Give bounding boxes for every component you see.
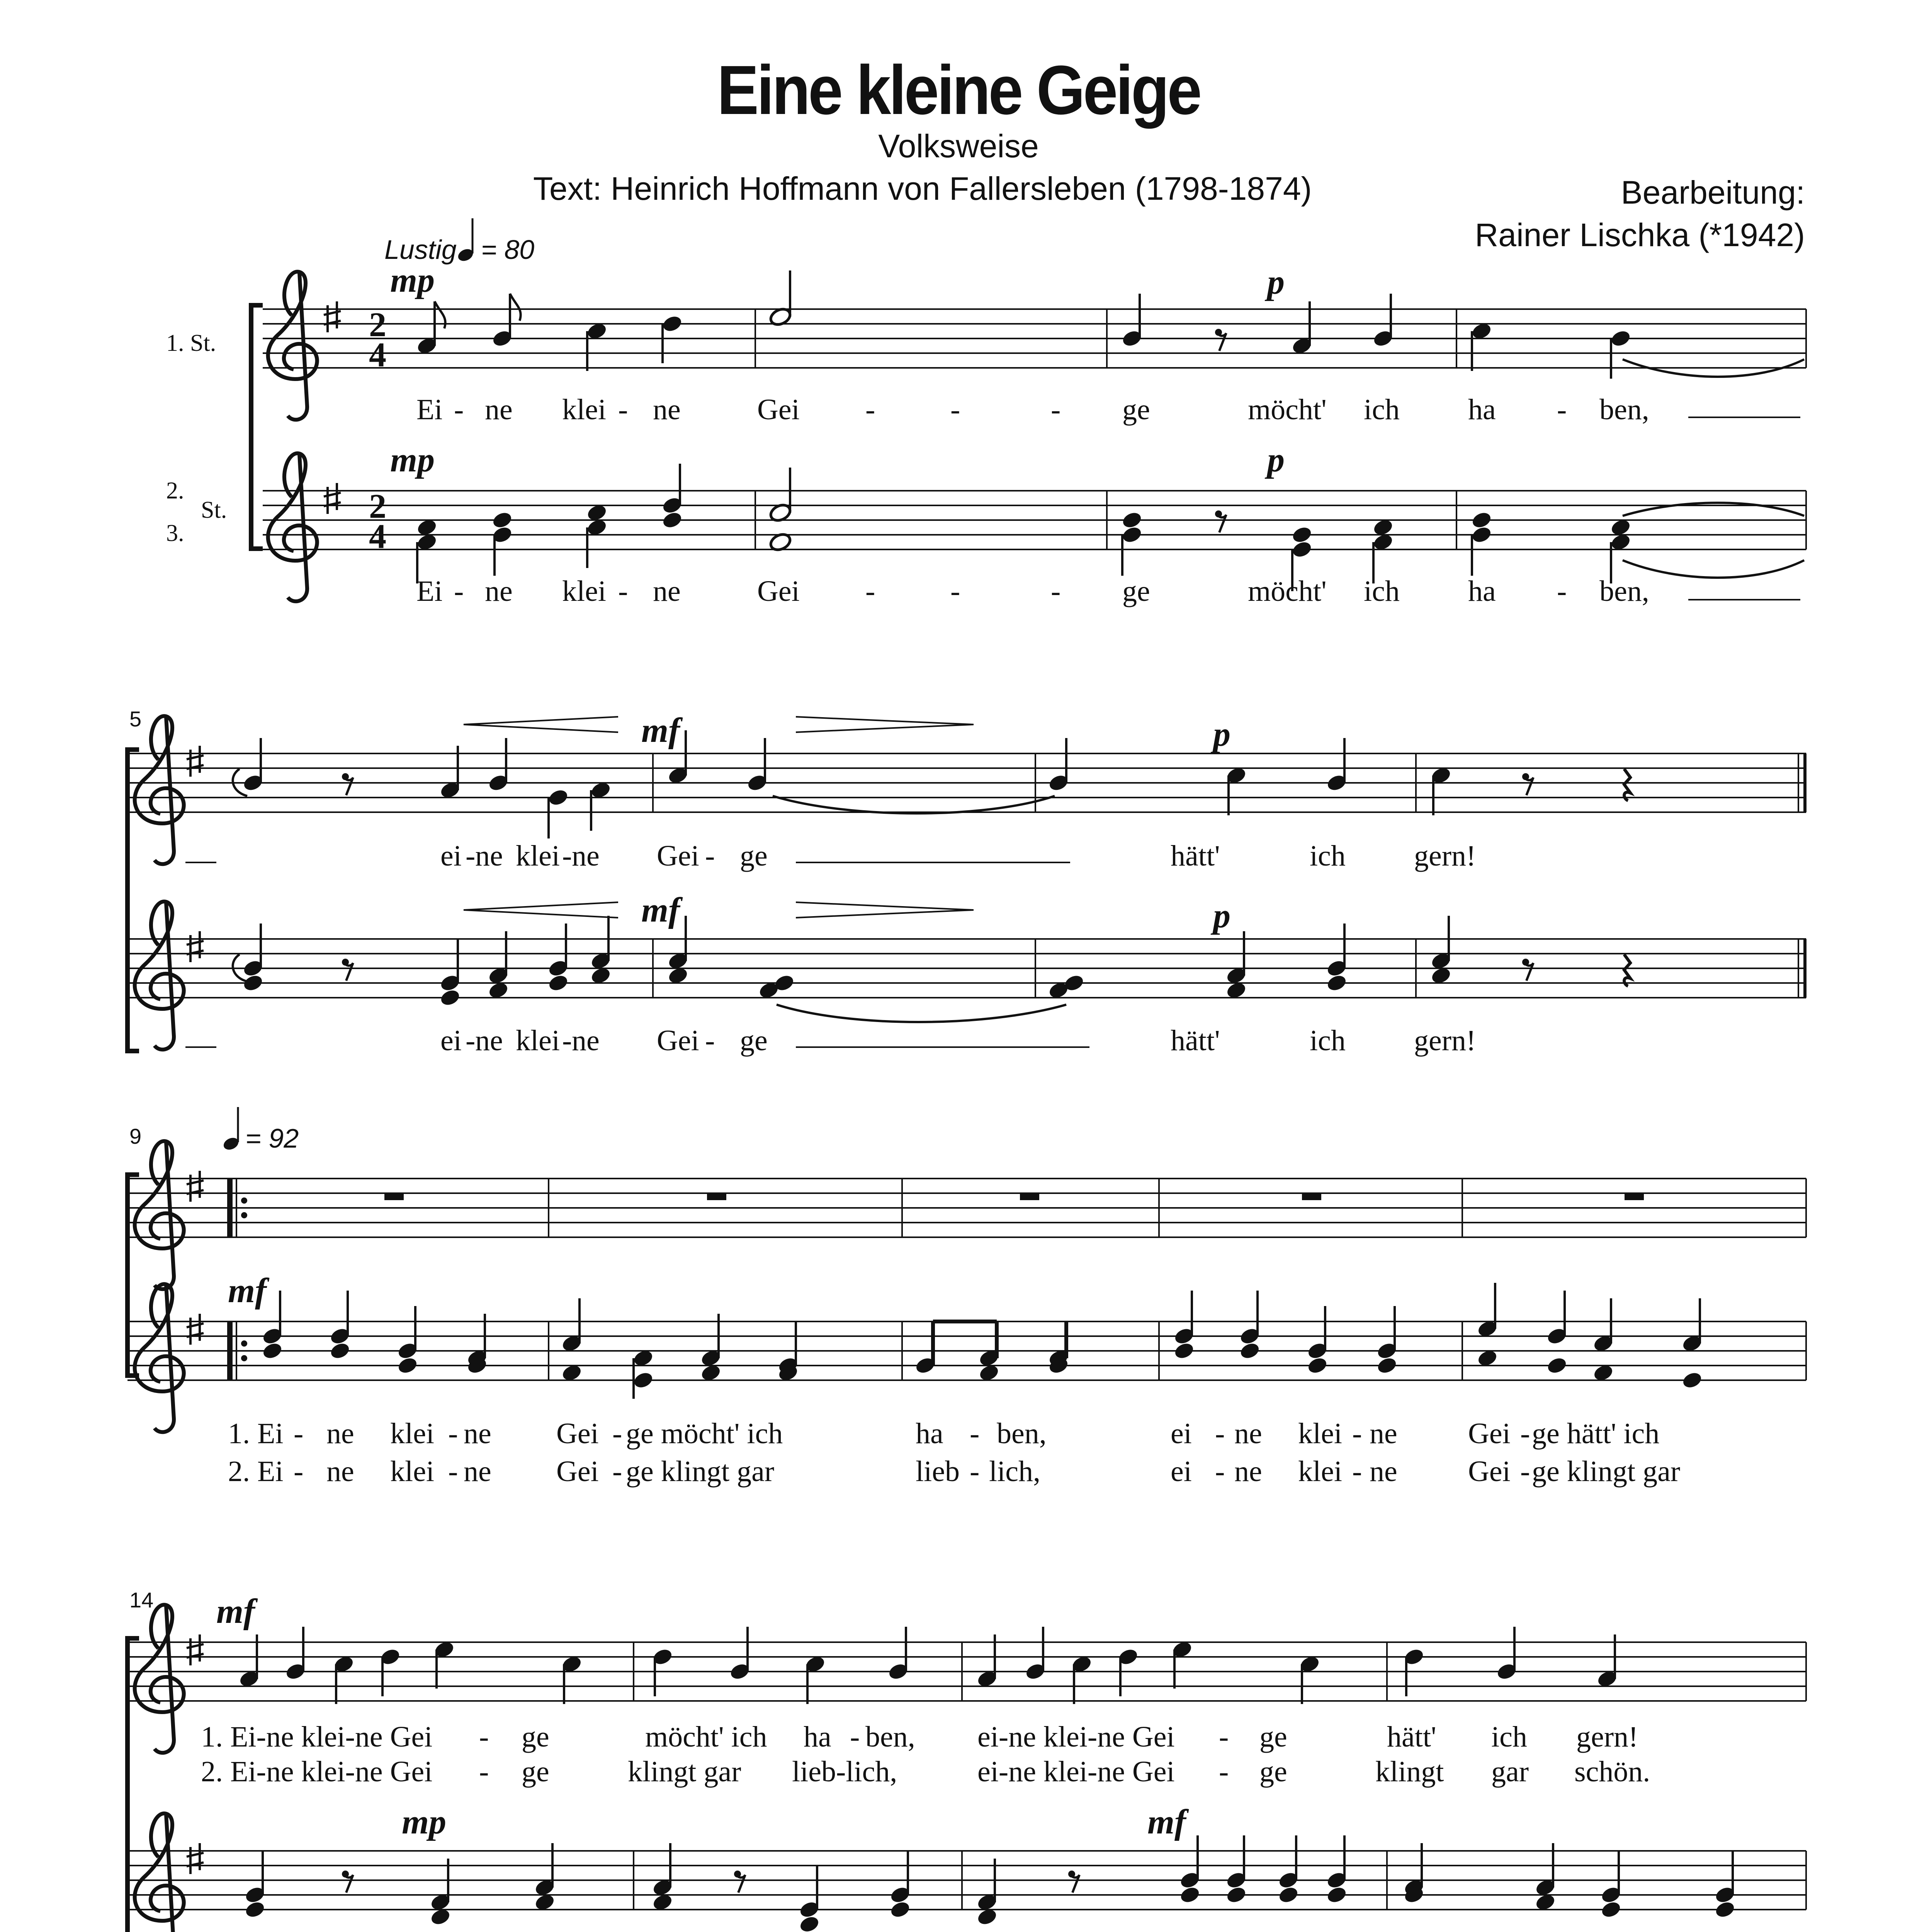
svg-text:-: - (850, 1721, 860, 1753)
lyrics-s1-upper (416, 393, 1649, 426)
svg-text:klei: klei (516, 1024, 560, 1057)
page-title: Eine kleine Geige (717, 51, 1200, 129)
svg-text:lich,: lich, (989, 1455, 1040, 1488)
svg-text:-: - (618, 393, 628, 426)
arranger-label: Bearbeitung: (1621, 174, 1805, 211)
svg-text:-: - (466, 840, 476, 872)
voice-label-2: 2. (166, 478, 184, 504)
lyrics-s1-lower (416, 575, 1649, 607)
subtitle: Volksweise (878, 128, 1039, 164)
svg-text:hätt': hätt' (1171, 1024, 1220, 1057)
svg-text:klei: klei (1298, 1417, 1342, 1450)
svg-text:klei: klei (562, 575, 606, 607)
lyrics-s4-upper-v2 (201, 1755, 1650, 1788)
svg-text:-: - (479, 1721, 489, 1753)
svg-text:ei-ne klei-ne Gei: ei-ne klei-ne Gei (977, 1721, 1175, 1753)
dynamic-mf: mf (641, 711, 680, 750)
svg-text:ne: ne (485, 393, 513, 426)
tempo-value-1: = 80 (481, 235, 535, 265)
svg-text:ge: ge (522, 1755, 549, 1788)
svg-text:klei: klei (562, 393, 606, 426)
system-4 (127, 1588, 1806, 1932)
svg-text:-: - (1520, 1455, 1530, 1488)
svg-text:ben,: ben, (997, 1417, 1047, 1450)
svg-text:-: - (454, 393, 464, 426)
svg-text:2: 2 (369, 306, 386, 344)
svg-text:klei: klei (1298, 1455, 1342, 1488)
measure-number: 9 (129, 1124, 142, 1148)
svg-text:ne: ne (572, 840, 600, 872)
system-1 (166, 218, 1806, 607)
svg-text:-: - (479, 1755, 489, 1788)
svg-text:-: - (1352, 1455, 1362, 1488)
svg-text:ben,: ben, (865, 1721, 915, 1753)
lyrics-s4-upper-v1 (201, 1721, 1638, 1753)
svg-text:ge: ge (1259, 1755, 1287, 1788)
dynamic-p: p (1213, 715, 1230, 753)
svg-text:4: 4 (369, 517, 386, 556)
lyrics-s2-upper (440, 840, 1476, 872)
svg-text:ne: ne (1370, 1417, 1397, 1450)
system-2 (127, 707, 1806, 1057)
svg-text:Gei: Gei (1468, 1455, 1511, 1488)
svg-text:-: - (1520, 1417, 1530, 1450)
svg-text:-: - (618, 575, 628, 607)
svg-text:2. Ei-ne klei-ne Gei: 2. Ei-ne klei-ne Gei (201, 1755, 433, 1788)
svg-text:lieb-lich,: lieb-lich, (792, 1755, 897, 1788)
svg-text:ne: ne (653, 393, 681, 426)
arranger-name: Rainer Lischka (*1942) (1475, 217, 1805, 253)
svg-text:ge klingt gar: ge klingt gar (1532, 1455, 1681, 1488)
svg-text:-: - (1352, 1417, 1362, 1450)
svg-text:2: 2 (369, 487, 386, 526)
svg-text:-: - (705, 1024, 715, 1057)
system-3 (127, 1107, 1806, 1488)
voice-label-1: 1. St. (166, 330, 216, 356)
svg-text:ge: ge (522, 1721, 549, 1753)
svg-text:-: - (865, 393, 875, 426)
svg-text:ne: ne (572, 1024, 600, 1057)
svg-text:ich: ich (1491, 1721, 1527, 1753)
svg-text:ge klingt gar: ge klingt gar (626, 1455, 775, 1488)
svg-text:Gei: Gei (556, 1455, 599, 1488)
svg-text:-: - (448, 1455, 458, 1488)
svg-text:ge: ge (740, 1024, 768, 1057)
svg-text:ge: ge (1122, 575, 1150, 607)
svg-text:-: - (294, 1455, 304, 1488)
dynamic-p: p (1213, 897, 1230, 935)
svg-text:-: - (1557, 393, 1567, 426)
dynamic-mp: mp (390, 261, 435, 299)
svg-text:klei: klei (390, 1417, 434, 1450)
svg-text:klei: klei (516, 840, 560, 872)
svg-text:möcht': möcht' (1248, 393, 1327, 426)
dynamic-p: p (1267, 263, 1285, 301)
svg-text:Gei: Gei (1468, 1417, 1511, 1450)
svg-text:-: - (1219, 1755, 1229, 1788)
svg-text:Gei: Gei (556, 1417, 599, 1450)
svg-text:-: - (970, 1417, 980, 1450)
svg-text:ei: ei (1171, 1455, 1192, 1488)
svg-text:2. Ei: 2. Ei (228, 1455, 284, 1488)
voice-label-st: St. (201, 497, 227, 523)
svg-text:ei: ei (440, 1024, 462, 1057)
svg-text:möcht' ich: möcht' ich (645, 1721, 767, 1753)
svg-text:-: - (612, 1455, 622, 1488)
voice-label-3: 3. (166, 520, 184, 546)
svg-text:Gei: Gei (657, 840, 699, 872)
dynamic-p: p (1267, 441, 1285, 479)
svg-text:-: - (950, 575, 960, 607)
svg-text:-: - (1051, 393, 1061, 426)
dynamic-mf: mf (228, 1272, 267, 1310)
dynamic-mf: mf (641, 891, 680, 929)
svg-text:ei: ei (440, 840, 462, 872)
svg-text:ne: ne (326, 1417, 354, 1450)
lyrics-s3-v2 (228, 1455, 1680, 1488)
svg-text:Ei: Ei (416, 393, 443, 426)
svg-text:ne: ne (653, 575, 681, 607)
svg-text:-: - (970, 1455, 980, 1488)
svg-text:ne: ne (1234, 1455, 1262, 1488)
svg-text:-: - (950, 393, 960, 426)
svg-text:ei-ne klei-ne Gei: ei-ne klei-ne Gei (977, 1755, 1175, 1788)
measure-number: 14 (129, 1588, 154, 1612)
svg-text:-: - (1051, 575, 1061, 607)
svg-text:hätt': hätt' (1171, 840, 1220, 872)
svg-text:-: - (294, 1417, 304, 1450)
svg-text:-: - (1215, 1417, 1225, 1450)
svg-text:-: - (1557, 575, 1567, 607)
svg-text:ge möcht' ich: ge möcht' ich (626, 1417, 783, 1450)
dynamic-mp: mp (402, 1803, 447, 1841)
svg-text:-: - (454, 575, 464, 607)
lyrics-s2-lower (440, 1024, 1476, 1057)
svg-text:ich: ich (1364, 575, 1400, 607)
svg-text:ne: ne (464, 1417, 491, 1450)
svg-text:-: - (612, 1417, 622, 1450)
svg-text:ne: ne (1370, 1455, 1397, 1488)
svg-text:-: - (705, 840, 715, 872)
svg-text:hätt': hätt' (1387, 1721, 1436, 1753)
svg-text:ha: ha (1468, 575, 1496, 607)
lyrics-s3-v1 (228, 1417, 1659, 1450)
svg-text:gern!: gern! (1414, 840, 1476, 872)
svg-text:-: - (448, 1417, 458, 1450)
svg-text:Gei: Gei (657, 1024, 699, 1057)
svg-text:-: - (1219, 1721, 1229, 1753)
svg-text:ich: ich (1310, 1024, 1346, 1057)
svg-text:ha: ha (804, 1721, 831, 1753)
svg-text:ge hätt' ich: ge hätt' ich (1532, 1417, 1660, 1450)
svg-text:lieb: lieb (916, 1455, 960, 1488)
svg-text:1. Ei: 1. Ei (228, 1417, 284, 1450)
svg-text:-: - (1215, 1455, 1225, 1488)
svg-text:ge: ge (1122, 393, 1150, 426)
svg-text:gern!: gern! (1414, 1024, 1476, 1057)
dynamic-mf: mf (216, 1592, 255, 1631)
dynamic-mf: mf (1147, 1803, 1186, 1841)
svg-text:ge: ge (1259, 1721, 1287, 1753)
svg-text:ne: ne (485, 575, 513, 607)
svg-text:klei: klei (390, 1455, 434, 1488)
svg-text:ich: ich (1364, 393, 1400, 426)
svg-text:Gei: Gei (757, 393, 800, 426)
svg-text:ne: ne (475, 840, 503, 872)
svg-text:Gei: Gei (757, 575, 800, 607)
svg-text:-: - (562, 840, 572, 872)
svg-text:gern!: gern! (1576, 1721, 1638, 1753)
svg-text:-: - (562, 1024, 572, 1057)
svg-text:ich: ich (1310, 840, 1346, 872)
svg-text:Ei: Ei (416, 575, 443, 607)
svg-text:möcht': möcht' (1248, 575, 1327, 607)
svg-text:gar: gar (1491, 1755, 1529, 1788)
dynamic-mp: mp (390, 441, 435, 479)
svg-text:ne: ne (464, 1455, 491, 1488)
svg-text:4: 4 (369, 336, 386, 374)
svg-text:ben,: ben, (1599, 393, 1649, 426)
svg-text:-: - (466, 1024, 476, 1057)
svg-text:-: - (865, 575, 875, 607)
svg-text:ne: ne (326, 1455, 354, 1488)
svg-text:klingt: klingt (1375, 1755, 1444, 1788)
svg-text:schön.: schön. (1574, 1755, 1650, 1788)
svg-text:ei: ei (1171, 1417, 1192, 1450)
svg-text:ben,: ben, (1599, 575, 1649, 607)
svg-text:ne: ne (475, 1024, 503, 1057)
svg-text:ha: ha (1468, 393, 1496, 426)
measure-number: 5 (129, 707, 142, 731)
svg-text:ge: ge (740, 840, 768, 872)
tempo-value-2: = 92 (245, 1123, 299, 1153)
svg-text:ha: ha (916, 1417, 943, 1450)
svg-text:ne: ne (1234, 1417, 1262, 1450)
svg-text:1. Ei-ne klei-ne Gei: 1. Ei-ne klei-ne Gei (201, 1721, 433, 1753)
svg-text:klingt gar: klingt gar (628, 1755, 741, 1788)
text-credit: Text: Heinrich Hoffmann von Fallersleben (1798-1874) (533, 170, 1312, 207)
tempo-lustig: Lustig (384, 235, 457, 265)
